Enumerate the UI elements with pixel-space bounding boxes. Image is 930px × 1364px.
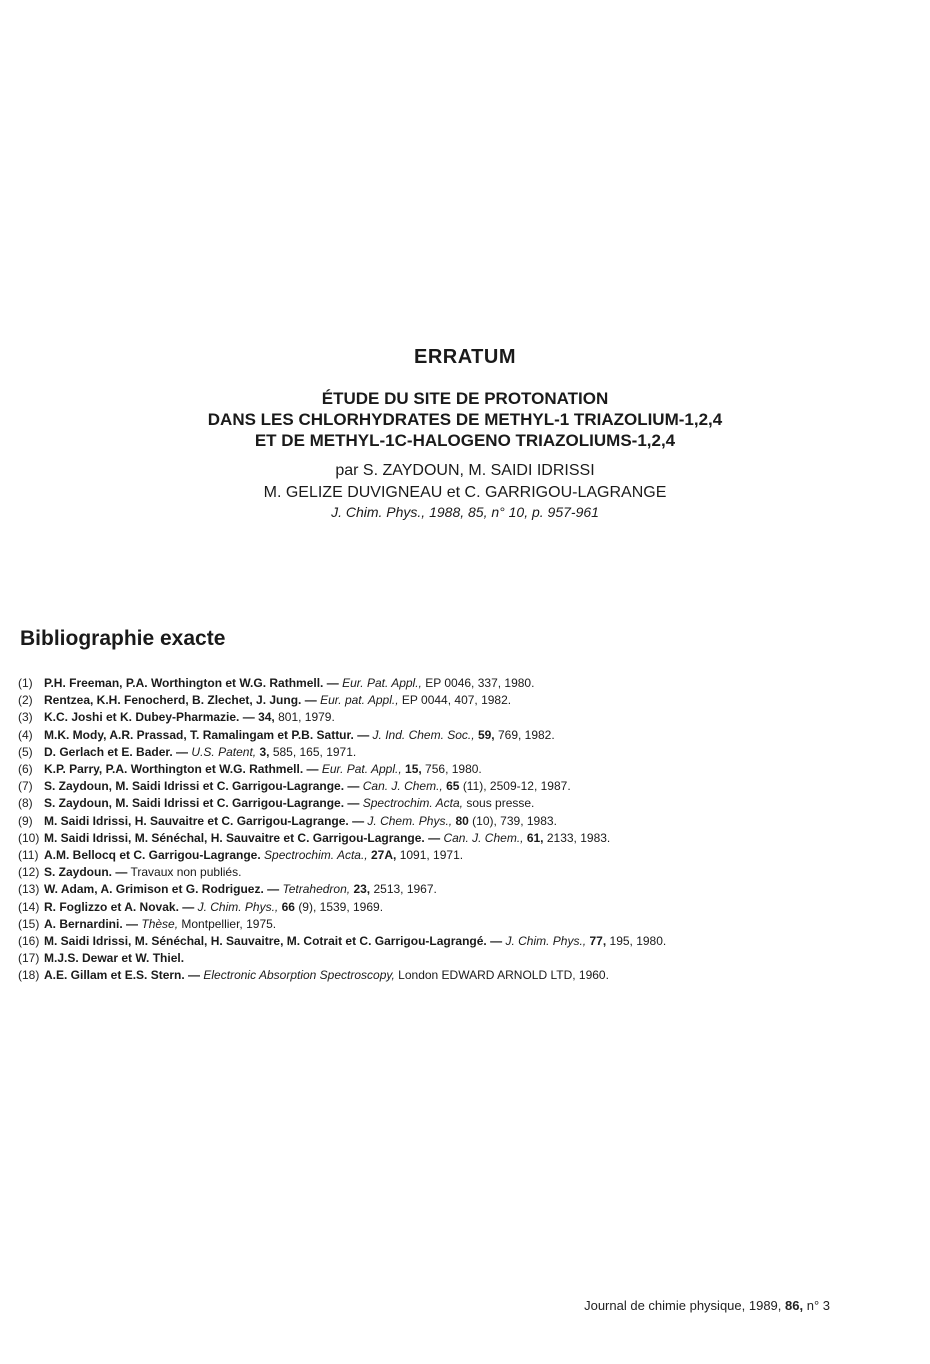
reference-details: 801, 1979. xyxy=(278,710,335,725)
reference-authors: M. Saidi Idrissi, M. Sénéchal, H. Sauvaitre et C. Garrigou-Lagrange. — xyxy=(44,830,441,845)
reference-text xyxy=(44,795,898,812)
reference-item xyxy=(18,709,898,726)
reference-details: (9), 1539, 1969. xyxy=(298,899,384,914)
erratum-heading: ERRATUM xyxy=(413,346,516,368)
authors-line-2: M. GELIZE DUVIGNEAU et C. GARRIGOU-LAGRANGE xyxy=(263,484,667,501)
reference-number: (16) xyxy=(18,934,40,949)
reference-details: 585, 165, 1971. xyxy=(272,744,357,759)
reference-details: 1091, 1971. xyxy=(399,848,464,863)
title-line-3: ET DE METHYL-1C-HALOGENO TRIAZOLIUMS-1,2,4 xyxy=(254,431,676,450)
reference-authors: K.P. Parry, P.A. Worthington et W.G. Rathmell. — xyxy=(44,762,319,777)
reference-number: (8) xyxy=(18,796,33,811)
title-line-2: DANS LES CHLORHYDRATES DE METHYL-1 TRIAZOLIUM-1,2,4 xyxy=(207,410,723,429)
reference-source: Thèse, xyxy=(141,916,179,931)
footer-issue: n° 3 xyxy=(806,1298,830,1313)
footer-volume: 86, xyxy=(785,1298,804,1313)
reference-number: (2) xyxy=(18,693,33,708)
reference-text xyxy=(44,933,898,950)
reference-item xyxy=(18,761,898,778)
reference-details: 2133, 1983. xyxy=(546,830,611,845)
reference-details: 756, 1980. xyxy=(425,762,482,777)
reference-item xyxy=(18,864,898,881)
reference-source: Electronic Absorption Spectroscopy, xyxy=(203,968,395,983)
citation: J. Chim. Phys., 1988, 85, n° 10, p. 957-961 xyxy=(331,504,599,520)
reference-item xyxy=(18,727,898,744)
reference-text xyxy=(44,864,898,881)
article-title xyxy=(0,388,930,451)
reference-text xyxy=(44,950,898,967)
reference-volume: 66 xyxy=(281,899,295,914)
reference-number: (7) xyxy=(18,779,33,794)
reference-text xyxy=(44,675,898,692)
reference-source: Eur. Pat. Appl., xyxy=(321,762,402,777)
reference-authors: M. Saidi Idrissi, M. Sénéchal, H. Sauvaitre, M. Cotrait et C. Garrigou-Lagrangé. — xyxy=(44,934,503,949)
reference-authors: P.H. Freeman, P.A. Worthington et W.G. Rathmell. — xyxy=(44,676,339,690)
reference-text xyxy=(44,727,898,744)
reference-authors: M.K. Mody, A.R. Prassad, T. Ramalingam et P.B. Sattur. — xyxy=(44,727,370,742)
reference-item xyxy=(18,813,898,830)
reference-source: J. Chim. Phys., xyxy=(505,934,587,949)
reference-source: Can. J. Chem., xyxy=(443,830,524,845)
reference-volume: 15, xyxy=(405,762,422,777)
bibliography-heading: Bibliographie exacte xyxy=(20,627,226,650)
reference-number: (9) xyxy=(18,813,33,828)
reference-volume: 77, xyxy=(589,934,607,949)
reference-number: (3) xyxy=(18,710,33,725)
reference-source: J. Ind. Chem. Soc., xyxy=(372,727,475,742)
reference-text xyxy=(44,744,898,761)
authors-line-1: par S. ZAYDOUN, M. SAIDI IDRISSI xyxy=(335,462,595,479)
reference-number: (4) xyxy=(18,727,33,742)
reference-item xyxy=(18,967,898,984)
reference-number: (12) xyxy=(18,865,40,880)
reference-text xyxy=(44,813,898,830)
reference-volume: 34, xyxy=(258,710,275,725)
reference-text xyxy=(44,916,898,933)
reference-source: Spectrochim. Acta, xyxy=(362,796,463,811)
reference-source: Tetrahedron, xyxy=(282,882,351,897)
reference-volume: 80 xyxy=(455,813,469,828)
reference-number: (15) xyxy=(18,916,40,931)
reference-details: EP 0044, 407, 1982. xyxy=(401,693,512,708)
footer-journal: Journal de chimie physique, 1989, xyxy=(584,1298,782,1313)
reference-volume: 59, xyxy=(477,727,495,742)
reference-text xyxy=(44,709,898,726)
reference-authors: S. Zaydoun. — xyxy=(44,865,128,880)
reference-text xyxy=(44,847,898,864)
reference-item xyxy=(18,830,898,847)
reference-source: J. Chem. Phys., xyxy=(367,813,453,828)
reference-source: U.S. Patent, xyxy=(191,744,257,759)
reference-authors: D. Gerlach et E. Bader. — xyxy=(44,744,189,759)
reference-number: (5) xyxy=(18,744,33,759)
reference-text xyxy=(44,899,898,916)
reference-details: (10), 739, 1983. xyxy=(472,813,557,828)
reference-number: (1) xyxy=(18,676,33,690)
reference-source: Can. J. Chem., xyxy=(362,779,443,794)
reference-item xyxy=(18,881,898,898)
reference-text xyxy=(44,967,898,984)
reference-details: EP 0046, 337, 1980. xyxy=(425,676,535,690)
reference-details: London EDWARD ARNOLD LTD, 1960. xyxy=(398,968,609,983)
reference-text xyxy=(44,692,898,709)
reference-number: (6) xyxy=(18,762,33,777)
reference-authors: R. Foglizzo et A. Novak. — xyxy=(44,899,195,914)
reference-volume: 61, xyxy=(526,830,544,845)
reference-number: (14) xyxy=(18,899,40,914)
reference-number: (17) xyxy=(18,951,40,966)
reference-details: 195, 1980. xyxy=(609,934,667,949)
reference-source: Spectrochim. Acta., xyxy=(264,848,368,863)
reference-text xyxy=(44,761,898,778)
reference-authors: Rentzea, K.H. Fenocherd, B. Zlechet, J. Jung. — xyxy=(44,693,317,708)
reference-number: (13) xyxy=(18,882,40,897)
reference-details: 2513, 1967. xyxy=(373,882,437,897)
reference-number: (11) xyxy=(18,848,39,863)
reference-authors: S. Zaydoun, M. Saidi Idrissi et C. Garrigou-Lagrange. — xyxy=(44,779,360,794)
reference-list xyxy=(18,675,898,985)
reference-item xyxy=(18,744,898,761)
reference-item xyxy=(18,847,898,864)
reference-text xyxy=(44,881,898,898)
reference-item xyxy=(18,675,898,692)
reference-volume: 23, xyxy=(353,882,371,897)
reference-details: Montpellier, 1975. xyxy=(181,916,277,931)
reference-item xyxy=(18,778,898,795)
title-line-1: ÉTUDE DU SITE DE PROTONATION xyxy=(321,389,609,408)
reference-item xyxy=(18,899,898,916)
reference-source: Eur. pat. Appl., xyxy=(320,693,399,708)
reference-volume: 27A, xyxy=(370,848,397,863)
reference-details: (11), 2509-12, 1987. xyxy=(462,779,571,794)
reference-details: 769, 1982. xyxy=(497,727,555,742)
reference-authors: A.M. Bellocq et C. Garrigou-Lagrange. xyxy=(44,848,261,863)
reference-volume: 3, xyxy=(259,744,270,759)
page-footer xyxy=(584,1298,830,1313)
reference-authors: A. Bernardini. — xyxy=(44,916,139,931)
reference-authors: A.E. Gillam et E.S. Stern. — xyxy=(44,968,201,983)
reference-number: (10) xyxy=(18,830,40,845)
reference-authors: S. Zaydoun, M. Saidi Idrissi et C. Garrigou-Lagrange. — xyxy=(44,796,360,811)
reference-authors: K.C. Joshi et K. Dubey-Pharmazie. — xyxy=(44,710,255,725)
reference-item xyxy=(18,950,898,967)
reference-item xyxy=(18,916,898,933)
reference-item xyxy=(18,795,898,812)
reference-item xyxy=(18,692,898,709)
reference-text xyxy=(44,778,898,795)
reference-item xyxy=(18,933,898,950)
reference-details: Travaux non publiés. xyxy=(130,865,242,880)
reference-text xyxy=(44,830,898,847)
reference-authors: M.J.S. Dewar et W. Thiel. xyxy=(44,951,185,966)
authors xyxy=(0,460,930,504)
reference-authors: W. Adam, A. Grimison et G. Rodriguez. — xyxy=(44,882,280,897)
reference-authors: M. Saidi Idrissi, H. Sauvaitre et C. Garrigou-Lagrange. — xyxy=(44,813,365,828)
reference-source: Eur. Pat. Appl., xyxy=(342,676,422,690)
reference-source: J. Chim. Phys., xyxy=(197,899,279,914)
reference-number: (18) xyxy=(18,968,40,983)
reference-volume: 65 xyxy=(446,779,460,794)
reference-details: sous presse. xyxy=(466,796,535,811)
